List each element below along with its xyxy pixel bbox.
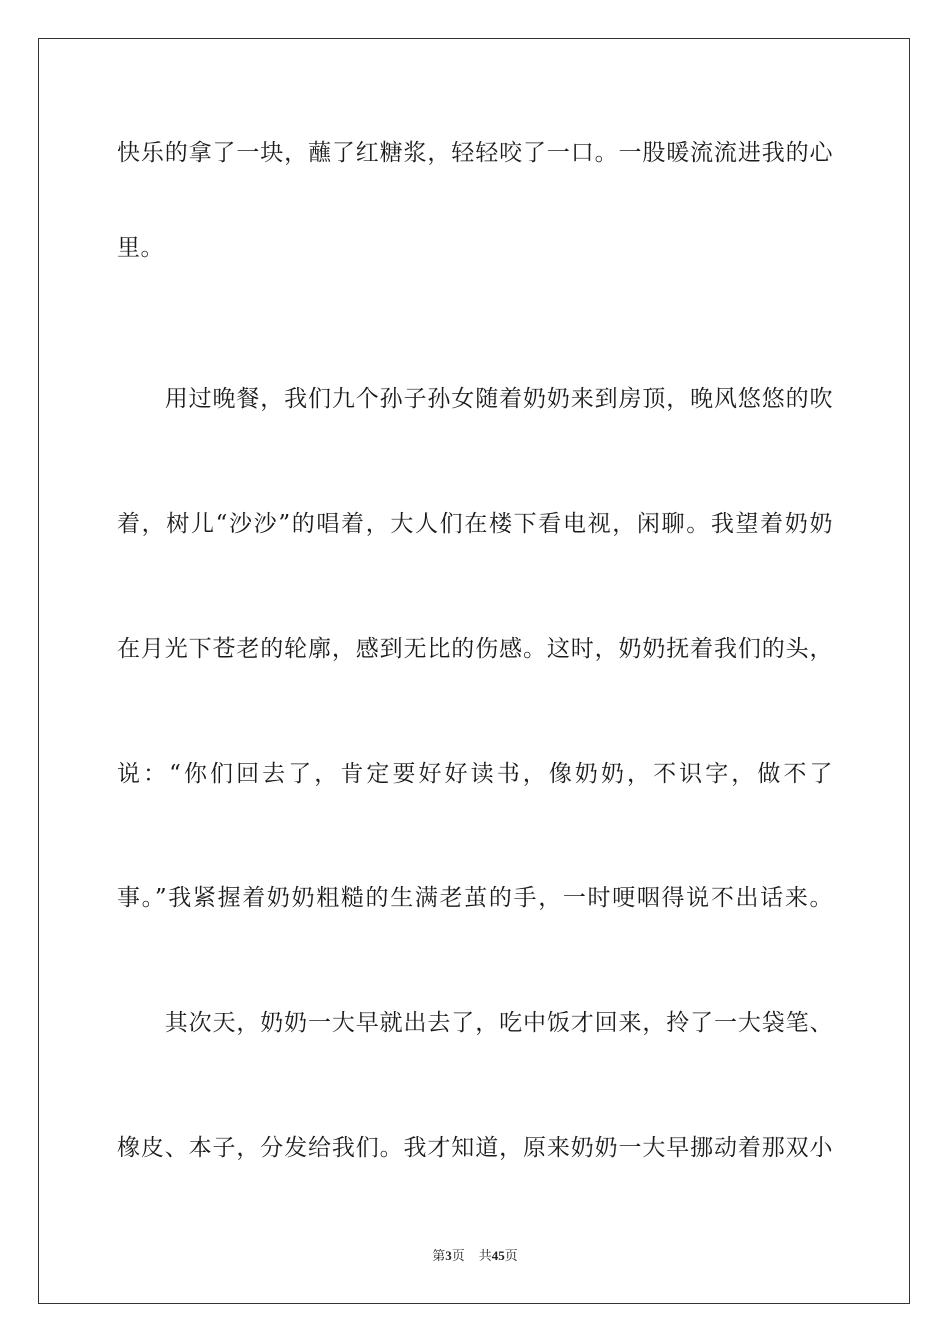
body-line-5: 在月光下苍老的轮廓，感到无比的伤感。这时，奶奶抚着我们的头，	[117, 636, 833, 662]
footer-page-suffix: 页	[451, 1249, 465, 1264]
body-line-6: 说：“你们回去了，肯定要好好读书，像奶奶，不识字，做不了	[117, 761, 833, 787]
footer-total-prefix: 共	[478, 1249, 492, 1264]
page-border	[38, 38, 910, 1304]
body-line-1: 快乐的拿了一块，蘸了红糖浆，轻轻咬了一口。一股暖流流进我的心	[117, 140, 833, 166]
footer-total-pages: 45	[491, 1248, 505, 1263]
body-line-3: 用过晚餐，我们九个孙子孙女随着奶奶来到房顶，晚风悠悠的吹	[117, 386, 833, 412]
body-line-4: 着，树儿“沙沙”的唱着，大人们在楼下看电视，闲聊。我望着奶奶	[117, 511, 833, 537]
body-line-2: 里。	[117, 235, 164, 261]
body-line-7: 事。”我紧握着奶奶粗糙的生满老茧的手，一时哽咽得说不出话来。	[117, 885, 833, 911]
body-line-9: 橡皮、本子，分发给我们。我才知道，原来奶奶一大早挪动着那双小	[117, 1135, 833, 1161]
body-line-8: 其次天，奶奶一大早就出去了，吃中饭才回来，拎了一大袋笔、	[117, 1010, 833, 1036]
footer-page-prefix: 第	[432, 1249, 446, 1264]
footer-total-suffix: 页	[504, 1249, 518, 1264]
footer-page-number: 3	[445, 1248, 452, 1263]
page-footer	[0, 1248, 950, 1265]
